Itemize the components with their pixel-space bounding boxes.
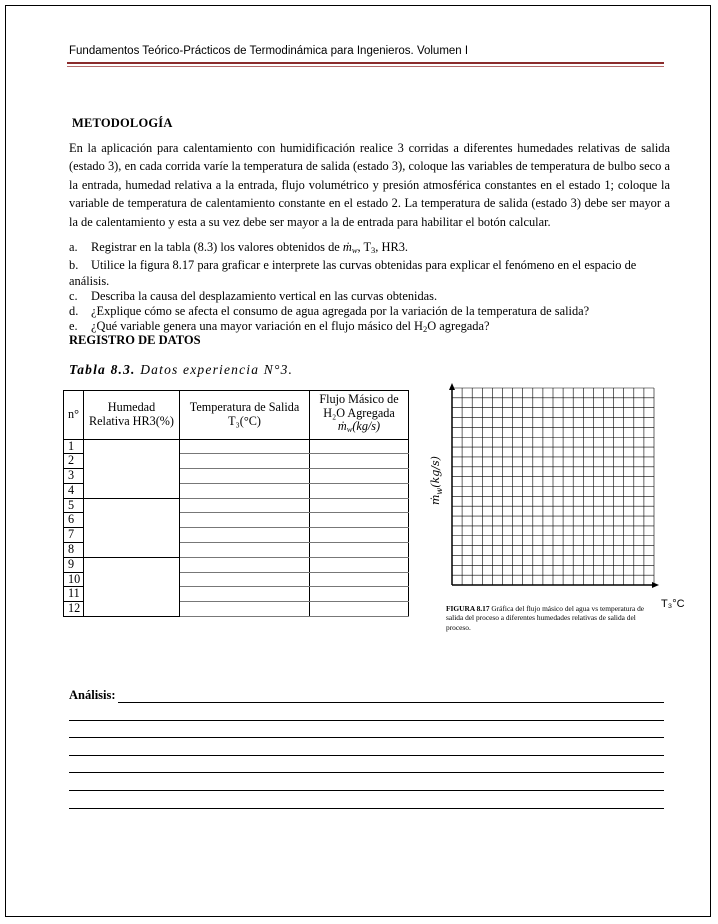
mass-flow-cell — [310, 498, 409, 513]
row-number: 11 — [64, 587, 84, 602]
header-rule-secondary — [67, 66, 664, 67]
temperature-cell — [180, 587, 310, 602]
header-flow-symbol: ṁ — [337, 419, 347, 433]
task-text: Describa la causa del desplazamiento vertical en las curvas obtenidas. — [91, 288, 438, 303]
relative-humidity-cell — [84, 557, 180, 616]
temperature-cell — [180, 572, 310, 587]
mass-flow-cell — [310, 602, 409, 617]
temperature-cell — [180, 543, 310, 558]
temp-subscript: 3 — [371, 245, 376, 255]
row-number: 12 — [64, 602, 84, 617]
x-axis-arrow — [652, 582, 659, 588]
task-letter: b. — [69, 258, 79, 273]
task-list — [69, 240, 671, 338]
analysis-line — [69, 720, 664, 721]
mass-flow-subscript: w — [351, 245, 358, 255]
task-item-c — [69, 289, 671, 304]
mass-flow-cell — [310, 543, 409, 558]
task-letter: d. — [69, 304, 79, 319]
header-temp-text: Temperatura de Salida — [189, 400, 300, 415]
header-flow-subscript: w — [346, 424, 353, 434]
water-subscript: 2 — [423, 324, 428, 335]
data-table — [63, 390, 409, 617]
header-water-mass-flow — [310, 391, 409, 440]
temperature-cell — [180, 483, 310, 498]
relative-humidity-cell — [84, 439, 180, 498]
mass-flow-cell — [310, 528, 409, 543]
table-caption — [69, 362, 293, 378]
task-text: ¿Qué variable genera una mayor variación en el flujo másico del H — [91, 319, 423, 334]
temperature-cell — [180, 498, 310, 513]
header-n: n° — [64, 391, 84, 440]
table-row — [64, 439, 409, 454]
task-letter: a. — [69, 240, 78, 254]
table-row — [64, 498, 409, 513]
mass-flow-symbol: ṁ — [342, 240, 352, 254]
temperature-cell — [180, 513, 310, 528]
row-number: 3 — [64, 469, 84, 484]
mass-flow-cell — [310, 572, 409, 587]
row-number: 5 — [64, 498, 84, 513]
row-number: 4 — [64, 483, 84, 498]
table-body — [64, 439, 409, 617]
figure-caption — [446, 604, 646, 632]
task-item-b — [69, 258, 671, 289]
mass-flow-cell — [310, 513, 409, 528]
task-text: Registrar en la tabla (8.3) los valores obtenidos de — [91, 240, 343, 254]
task-text: ¿Explique cómo se afecta el consumo de agua agregada por la variación de la temperatura de salida? — [91, 304, 590, 319]
task-item-d — [69, 304, 671, 319]
y-axis-arrow — [449, 383, 455, 390]
figure-caption-label: FIGURA 8.17 — [446, 604, 490, 613]
section-title: METODOLOGÍA — [72, 116, 173, 130]
temperature-cell — [180, 469, 310, 484]
analysis-line — [118, 702, 664, 703]
task-text-tail: O agregada? — [427, 319, 490, 334]
mass-flow-cell — [310, 483, 409, 498]
task-letter: e. — [69, 319, 78, 334]
graph-grid — [452, 388, 654, 585]
task-text-temp: , T — [357, 240, 372, 254]
mass-flow-cell — [310, 454, 409, 469]
mass-flow-cell — [310, 469, 409, 484]
analysis-line — [69, 755, 664, 756]
blank-graph-figure — [428, 380, 663, 600]
x-axis-unit-label: T₃°C — [661, 598, 685, 610]
temperature-cell — [180, 602, 310, 617]
figure-caption-text: Gráfica del flujo másico del agua vs temperatura de salida del proceso a diferentes humedades relativas de salida del proceso. — [446, 604, 645, 632]
methodology-paragraph: En la aplicación para calentamiento con humidificación realice 3 corridas a diferentes humedades relativas de salida (estado 3), en cada corrida varíe la temperatura de salida (estado 3), coloque las variables de temperatura de bulbo seco a la entrada, humedad relativa a la entrada, flujo volumétrico y presión atmosférica constantes en el estado 1; coloque la variable de temperatura de calentamiento constante en el estado 2. La temperatura de salida (estado 3) debe ser mayor a la de calentamiento y esta a su vez debe ser mayor a la de entrada para habilitar el botón calcular. — [69, 141, 670, 229]
mass-flow-cell — [310, 587, 409, 602]
header-rule — [67, 62, 664, 64]
row-number: 8 — [64, 543, 84, 558]
header-relative-humidity: Humedad Relativa HR3(%) — [84, 391, 180, 440]
task-text: Utilice la figura 8.17 para graficar e interprete las curvas obtenidas para explicar el fenómeno en el espacio de análisis. — [69, 258, 637, 288]
row-number: 9 — [64, 557, 84, 572]
header-flow-text: Flujo Másico de H₂O Agregada — [319, 392, 399, 420]
mass-flow-cell — [310, 557, 409, 572]
row-number: 1 — [64, 439, 84, 454]
temperature-cell — [180, 454, 310, 469]
header-outlet-temperature — [180, 391, 310, 440]
header-flow-unit: (kg/s) — [352, 419, 381, 433]
mass-flow-cell — [310, 439, 409, 454]
row-number: 6 — [64, 513, 84, 528]
analysis-line — [69, 772, 664, 773]
row-number: 7 — [64, 528, 84, 543]
table-caption-text: Datos experiencia N°3. — [135, 362, 294, 377]
analysis-line — [69, 808, 664, 809]
header-temp-symbol: T₃(°C) — [228, 413, 261, 428]
registro-title: REGISTRO DE DATOS — [69, 333, 201, 347]
table-row — [64, 557, 409, 572]
task-letter: c. — [69, 288, 78, 303]
y-axis-label: ṁ$_w$(kg/s) — [429, 456, 444, 505]
temperature-cell — [180, 439, 310, 454]
temperature-cell — [180, 557, 310, 572]
table-caption-label: Tabla 8.3. — [69, 362, 136, 377]
analysis-line — [69, 790, 664, 791]
analysis-line — [69, 737, 664, 738]
relative-humidity-cell — [84, 498, 180, 557]
temperature-cell — [180, 528, 310, 543]
task-text-tail: , HR3. — [375, 240, 408, 254]
running-header: Fundamentos Teórico-Prácticos de Termodinámica para Ingenieros. Volumen I — [69, 45, 469, 57]
task-item-a — [69, 240, 671, 258]
analysis-label: Análisis: — [69, 688, 116, 702]
row-number: 2 — [64, 454, 84, 469]
row-number: 10 — [64, 572, 84, 587]
